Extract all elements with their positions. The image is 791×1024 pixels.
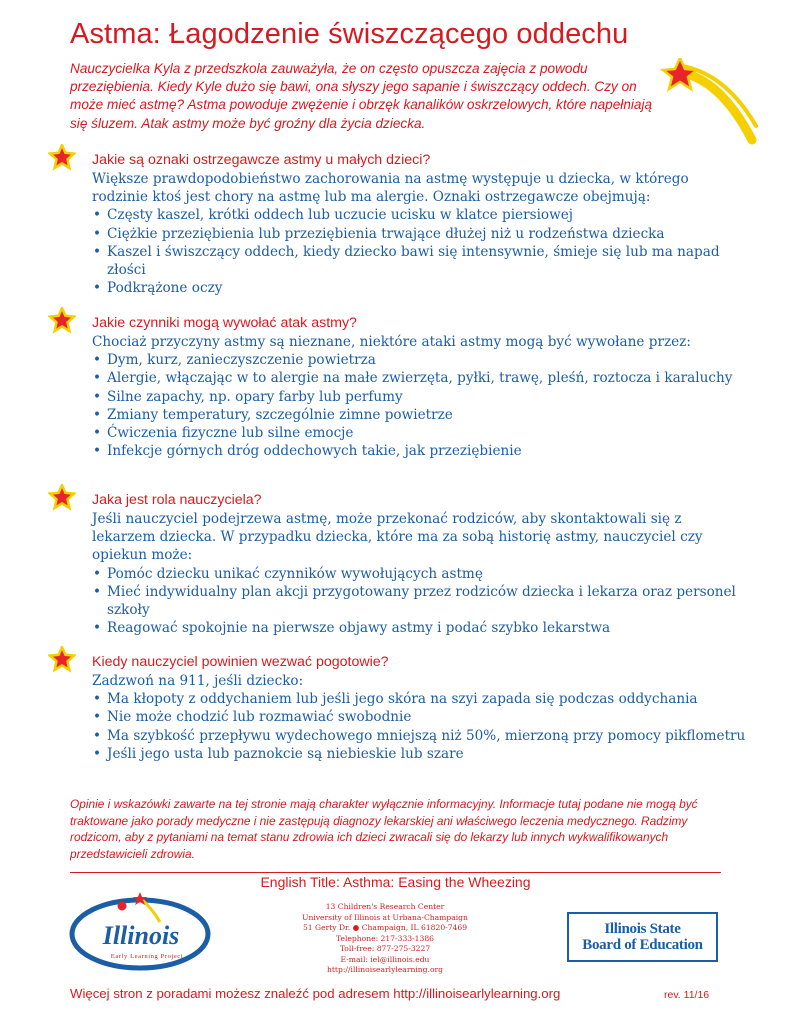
question-text: Jaka jest rola nauczyciela? [92, 492, 262, 508]
list-item: • Dym, kurz, zanieczyszczenie powietrza [92, 351, 748, 369]
answer-text: Chociaż przyczyny astmy są nieznane, niektóre ataki astmy mogą być wywołane przez: [92, 334, 691, 350]
address-line: University of Illinois at Urbana-Champaign [302, 912, 468, 922]
question-heading [48, 490, 748, 510]
question-text: Jakie czynniki mogą wywołać atak astmy? [92, 315, 357, 331]
list-item: • Częsty kaszel, krótki oddech lub uczucie ucisku w klatce piersiowej [92, 206, 748, 224]
star-icon [48, 646, 76, 674]
toll-free-line: Toll-free: 877-275-3227 [339, 944, 431, 953]
bullet-list [92, 206, 748, 297]
list-item: • Reagować spokojnie na pierwsze objawy astmy i podać szybko lekarstwa [92, 619, 748, 637]
english-title: English Title: Asthma: Easing the Wheezing [260, 874, 531, 890]
intro-paragraph: Nauczycielka Kyla z przedszkola zauważyła, że on często opuszcza zajęcia z powodu przeziębienia. Kiedy Kyle dużo się bawi, ona słyszy jego sapanie i świszczący oddech. Czy on może mieć astmę? Astma powoduje zwężenie i obrzęk kanalików oskrzelowych, które napełniają się śluzem. Atak astmy może być groźny dla życia dziecka. [70, 61, 653, 131]
star-icon [48, 144, 76, 172]
star-icon [48, 307, 76, 335]
list-item: • Zmiany temperatury, szczególnie zimne powietrze [92, 406, 748, 424]
list-item: • Ma kłopoty z oddychaniem lub jeśli jego skóra na szyi zapada się podczas oddychania [92, 690, 748, 708]
revision-date: rev. 11/16 [664, 989, 710, 1001]
address-line: 13 Children's Research Center [325, 902, 445, 911]
list-item: • Nie może chodzić lub rozmawiać swobodnie [92, 708, 748, 726]
isbe-line-1: Illinois State [604, 921, 681, 937]
answer-text: Jeśli nauczyciel podejrzewa astmę, może przekonać rodziców, aby skontaktowali się z lekarzem dziecka. W przypadku dziecka, które ma za sobą historię astmy, nauczyciel czy opiekun może: [92, 511, 703, 564]
faq-section-triggers [48, 313, 748, 460]
answer-text: Zadzwoń na 911, jeśli dziecko: [92, 673, 304, 689]
answer-body [48, 333, 748, 460]
faq-section-teacher-role [48, 490, 748, 637]
question-heading [48, 652, 748, 672]
list-item: • Silne zapachy, np. opary farby lub perfumy [92, 388, 748, 406]
isbe-logo [567, 912, 718, 962]
illinois-early-learning-logo [68, 892, 218, 972]
question-heading [48, 313, 748, 333]
question-text: Jakie są oznaki ostrzegawcze astmy u małych dzieci? [92, 152, 431, 168]
email-line: E-mail: iel@illinois.edu [340, 954, 430, 964]
list-item: • Mieć indywidualny plan akcji przygotowany przez rodziców dziecka i lekarza oraz personel szkoły [92, 583, 748, 619]
contact-address [250, 902, 520, 976]
logo-subtext: Early Learning Project [110, 953, 184, 960]
star-icon [48, 484, 76, 512]
list-item: • Ćwiczenia fizyczne lub silne emocje [92, 424, 748, 442]
question-heading [48, 150, 748, 170]
answer-body [48, 510, 748, 637]
phone-line: Telephone: 217-333-1386 [335, 933, 435, 943]
list-item: • Podkrążone oczy [92, 279, 748, 297]
divider [70, 872, 721, 873]
answer-body [48, 672, 748, 763]
list-item: • Kaszel i świszczący oddech, kiedy dziecko bawi się intensywnie, śmieje się lub ma napad złości [92, 243, 748, 279]
bullet-list [92, 565, 748, 638]
list-item: • Jeśli jego usta lub paznokcie są niebieskie lub szare [92, 745, 748, 763]
faq-section-emergency [48, 652, 748, 763]
list-item: • Alergie, włączając w to alergie na małe zwierzęta, pyłki, trawę, pleśń, roztocza i karaluchy [92, 369, 748, 387]
bullet-list [92, 351, 748, 460]
list-item: • Ma szybkość przepływu wydechowego mniejszą niż 50%, mierzoną przy pomocy pikflometru [92, 727, 748, 745]
answer-text: Większe prawdopodobieństwo zachorowania na astmę występuje u dziecka, w którego rodzinie ktoś jest chory na astmę lub ma alergie. Oznaki ostrzegawcze obejmują: [92, 171, 689, 206]
list-item: • Ciężkie przeziębienia lub przeziębienia trwające dłużej niż u rodzeństwa dziecka [92, 225, 748, 243]
logo-text: Illinois [102, 921, 180, 950]
page-title: Astma: Łagodzenie świszczącego oddechu [70, 18, 629, 50]
faq-section-warning-signs [48, 150, 748, 297]
website-line: http://illinoisearlylearning.org [326, 965, 444, 974]
isbe-line-2: Board of Education [582, 937, 703, 953]
more-info-link-text: Więcej stron z poradami możesz znaleźć pod adresem http://illinoisearlylearning.org [70, 986, 561, 1001]
answer-body [48, 170, 748, 297]
list-item: • Pomóc dziecku unikać czynników wywołujących astmę [92, 565, 748, 583]
list-item: • Infekcje górnych dróg oddechowych takie, jak przeziębienie [92, 442, 748, 460]
disclaimer: Opinie i wskazówki zawarte na tej stronie mają charakter wyłącznie informacyjny. Informacje tutaj podane nie mogą być traktowane jako porady medyczne i nie zastępują diagnozy lekarskiej ani właściwego leczenia medycznego. Radzimy rodzicom, aby z pytaniami na temat stanu zdrowia ich dzieci zwracali się do lekarzy lub innych wykwalifikowanych przedstawicieli zdrowia. [70, 797, 698, 861]
shooting-star-icon [660, 58, 760, 148]
question-text: Kiedy nauczyciel powinien wezwać pogotowie? [92, 654, 389, 670]
bullet-list [92, 690, 748, 763]
address-line: 51 Gerty Dr. ● Champaign, IL 61820-7469 [302, 923, 468, 932]
